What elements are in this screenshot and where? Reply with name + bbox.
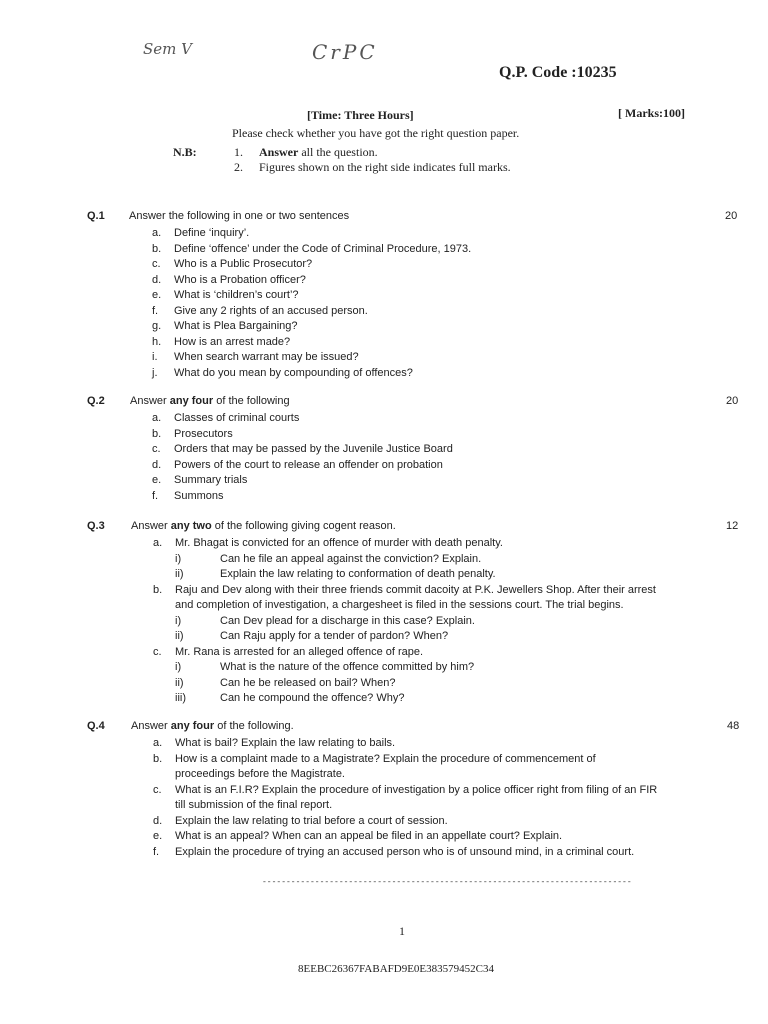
item-label: e. [152,474,162,486]
item-label: g. [152,320,162,332]
list-item [152,473,453,489]
sub-item [153,691,656,707]
question-instruction [131,720,294,732]
sub-item [153,552,656,568]
sub-item-text: Can he compound the offence? Why? [220,692,405,704]
list-item [153,814,657,830]
item-text: Mr. Bhagat is convicted for an offence of murder with death penalty. [175,537,503,549]
item-text: What is an appeal? When can an appeal be filed in an appellate court? Explain. [175,830,563,842]
item-label: a. [152,412,162,424]
instruction-text: Answer [130,395,170,407]
list-item [153,736,657,752]
item-text: Give any 2 rights of an accused person. [174,304,368,317]
nb-bold: Answer [259,145,299,159]
item-text: Powers of the court to release an offender on probation [174,458,443,471]
sub-item-text: Can he be released on bail? When? [220,676,396,689]
nb-number: 1. [234,145,243,159]
item-label: c. [153,783,162,796]
nb-label: N.B: [173,145,197,159]
list-item [152,427,453,443]
item-text: Summary trials [174,474,248,486]
list-item [153,783,657,799]
item-label: a. [152,227,162,239]
question-number: Q.3 [87,520,105,532]
item-text: Prosecutors [174,427,233,440]
list-item [152,350,471,366]
item-text: What is an F.I.R? Explain the procedure of investigation by a police officer right from filing of an FIR [175,783,658,796]
item-text: Define ‘inquiry’. [174,227,250,239]
question-items [153,736,657,860]
list-item [152,288,471,304]
item-label: e. [152,289,162,301]
item-text: What is Plea Bargaining? [174,320,298,332]
sub-item-text: Can Dev plead for a discharge in this case? Explain. [220,614,475,627]
question-number: Q.4 [87,720,105,732]
question-instruction [131,520,396,532]
nb-text: all the question. [298,145,378,159]
question-items [152,411,453,504]
item-text: proceedings before the Magistrate. [175,768,345,780]
document-hash: 8EEBC26367FABAFD9E0E383579452C34 [298,963,494,975]
instruction-text: of the following. [214,720,294,732]
item-text: When search warrant may be issued? [174,351,359,363]
marks-label: [ Marks:100] [618,106,685,120]
sub-item-label: i) [175,614,182,627]
sub-item [153,660,656,676]
nb-item [234,160,511,175]
nb-number: 2. [234,160,243,174]
item-text: till submission of the final report. [175,799,333,811]
qp-code: Q.P. Code :10235 [499,64,617,81]
item-text: Classes of criminal courts [174,412,300,424]
question-instruction [130,395,290,407]
list-item [152,304,471,320]
list-item [152,335,471,351]
sub-item [153,629,656,645]
handwritten-semester: Sem V [143,40,192,58]
question-number: Q.2 [87,395,105,407]
sub-item-label: ii) [175,630,184,642]
list-item [153,798,657,814]
question-marks: 20 [725,210,738,222]
question-instruction [129,210,349,222]
sub-item [153,567,656,583]
nb-text: Figures shown on the right side indicates full marks. [259,160,511,174]
sub-item-text: Explain the law relating to conformation of death penalty. [220,568,496,580]
list-item [152,411,453,427]
list-item [152,319,471,335]
sub-item-label: i) [175,552,182,565]
list-item [153,845,657,861]
sub-item-label: iii) [175,692,186,704]
item-text: Explain the law relating to trial before a court of session. [175,814,448,827]
sub-item-text: Can Raju apply for a tender of pardon? When? [220,630,449,642]
item-label: c. [152,258,161,270]
item-label: c. [153,645,162,658]
list-item [153,583,656,599]
page-number: 1 [399,924,405,938]
instruction-emphasis: any four [170,720,215,732]
list-item [153,829,657,845]
item-label: f. [152,304,159,317]
list-item [152,458,453,474]
sub-item-label: ii) [175,568,184,580]
list-item [153,645,656,661]
sub-item [153,614,656,630]
item-label: b. [152,242,162,255]
instruction-text: of the following [213,395,290,407]
list-item [153,598,656,614]
nb-list [234,145,511,175]
item-text: Explain the procedure of trying an accused person who is of unsound mind, in a criminal court. [175,845,635,858]
item-label: f. [152,489,159,502]
item-label: b. [153,752,163,765]
item-text: Define ‘offence’ under the Code of Criminal Procedure, 1973. [174,242,472,255]
instruction-text: Answer [131,520,171,532]
item-label: b. [153,583,163,596]
list-item [153,752,657,768]
instruction-text: of the following giving cogent reason. [211,520,396,532]
item-label: a. [153,537,163,549]
item-label: f. [153,845,160,858]
list-item [153,536,656,552]
item-text: What is bail? Explain the law relating to bails. [175,737,396,749]
question-marks: 20 [726,395,739,407]
item-text: Orders that may be passed by the Juvenile Justice Board [174,443,453,455]
question-marks: 48 [727,720,740,732]
item-label: a. [153,737,163,749]
sub-item-text: What is the nature of the offence committed by him? [220,661,475,673]
list-item [153,767,657,783]
sub-item [153,676,656,692]
handwritten-subject: CrPC [312,40,378,64]
separator-line: ----------------------------------------------------------------------------- [262,878,632,887]
item-text: Summons [174,489,224,502]
question-marks: 12 [726,520,739,532]
question-number: Q.1 [87,210,105,222]
item-text: What do you mean by compounding of offences? [174,366,413,379]
item-text: and completion of investigation, a chargesheet is filed in the sessions court. The trial begins. [175,599,624,611]
item-text: Who is a Public Prosecutor? [174,258,313,270]
item-text: What is ‘children’s court’? [174,289,299,301]
list-item [152,489,453,505]
item-text: Mr. Rana is arrested for an alleged offence of rape. [175,645,424,658]
item-label: i. [152,351,158,363]
instruction-emphasis: any four [169,395,214,407]
nb-item [234,145,511,160]
item-text: Raju and Dev along with their three friends commit dacoity at P.K. Jewellers Shop. After their arrest [175,583,656,596]
item-label: h. [152,335,162,348]
list-item [152,273,471,289]
item-label: c. [152,443,161,455]
item-label: b. [152,427,162,440]
list-item [152,226,471,242]
item-text: How is a complaint made to a Magistrate? Explain the procedure of commencement of [175,752,596,765]
instruction-text: Answer the following in one or two sentences [129,210,350,222]
item-label: d. [153,814,163,827]
item-label: j. [152,366,158,379]
item-text: Who is a Probation officer? [174,273,306,286]
sub-item-label: ii) [175,676,184,689]
item-label: d. [152,458,162,471]
check-note: Please check whether you have got the right question paper. [232,126,520,140]
list-item [152,366,471,382]
sub-item-label: i) [175,661,182,673]
question-items [153,536,656,707]
question-items [152,226,471,381]
item-label: e. [153,830,163,842]
sub-item-text: Can he file an appeal against the conviction? Explain. [220,552,482,565]
time-label: [Time: Three Hours] [307,108,414,122]
instruction-text: Answer [131,720,171,732]
instruction-emphasis: any two [170,520,212,532]
item-label: d. [152,273,162,286]
list-item [152,442,453,458]
list-item [152,242,471,258]
item-text: How is an arrest made? [174,335,291,348]
list-item [152,257,471,273]
